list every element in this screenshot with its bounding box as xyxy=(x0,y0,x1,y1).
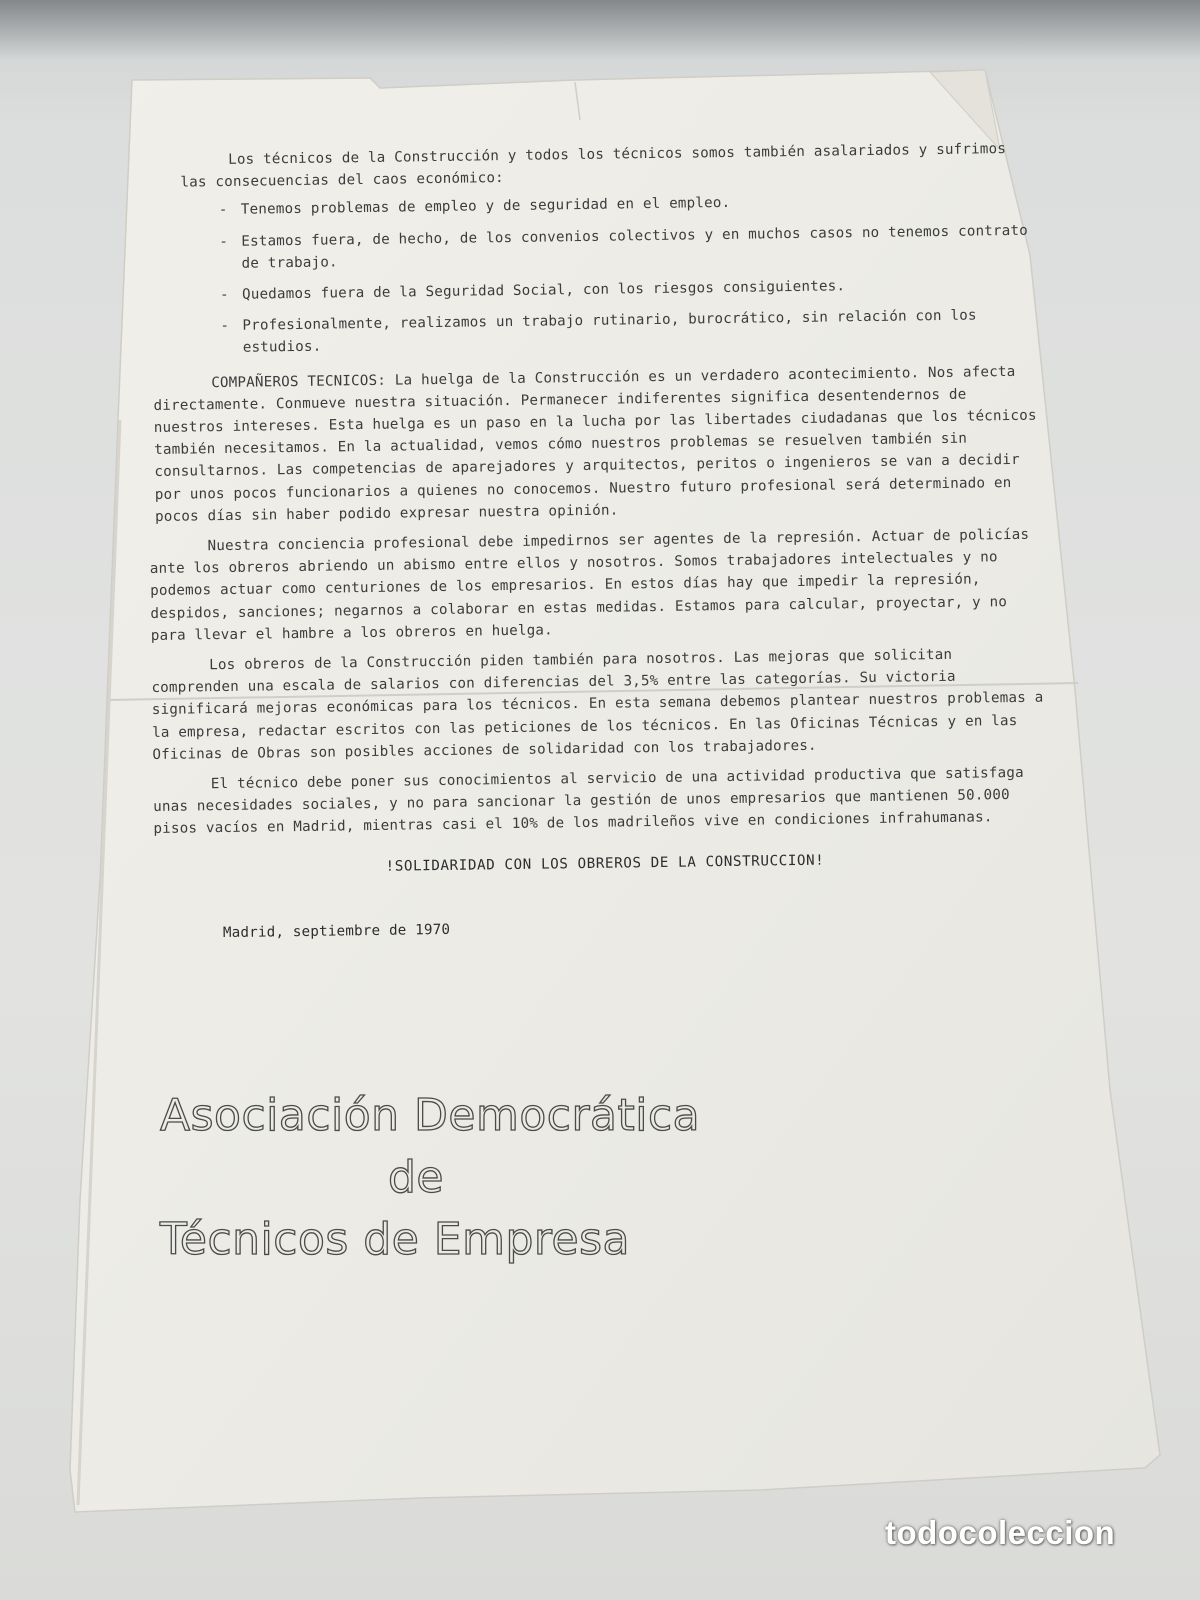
organization-line-3: Técnicos de Empresa xyxy=(160,1214,630,1265)
intro-paragraph: Los técnicos de la Construcción y todos los técnicos somos también asalariados y sufrimos las consecuencias del caos económico: xyxy=(180,141,1007,191)
paragraph-companeros: COMPAÑEROS TECNICOS: La huelga de la Construcción es un verdadero acontecimiento. Nos afecta directamente. Conmueve nuestra situación. Permanecer indiferentes significa desentendernos de nuestros intereses. Esta huelga es un paso en la lucha por las libertades ciudadanas que los técnicos también necesitamos. En la actualidad, vemos cómo nuestros problemas se resuelven también sin consultarnos. Las competencias de aparejadores y arquitectos, peritos o ingenieros se van a decidir por unos pocos funcionarios a quienes no conocemos. Nuestro futuro profesional será determinado en pocos días sin haber podido expresar nuestra opinión. xyxy=(153,363,1037,525)
bullet-item: - Tenemos problemas de empleo y de seguridad en el empleo. xyxy=(219,188,1041,222)
paragraph-conciencia: Nuestra conciencia profesional debe impedirnos ser agentes de la represión. Actuar de policías ante los obreros abriendo un abismo entre ellos y nosotros. Somos trabajadores intelectuales y no podemos actuar como centuriones de los empresarios. En estos días hay que impedir la represión, despidos, sanciones; negarnos a colaborar en estas medidas. Estamos para calcular, proyectar, y no para llevar el hambre a los obreros en huelga. xyxy=(149,526,1030,644)
organization-line-2: de xyxy=(388,1152,444,1203)
bullet-list xyxy=(219,188,1043,360)
slogan: !SOLIDARIDAD CON LOS OBREROS DE LA CONSTRUCCION! xyxy=(385,852,825,875)
watermark-logo: todocoleccion xyxy=(885,1514,1116,1551)
bullet-item: - Estamos fuera, de hecho, de los convenios colectivos y en muchos casos no tenemos contrato de trabajo. xyxy=(219,219,1042,275)
bullet-item: - Profesionalmente, realizamos un trabajo rutinario, burocrático, sin relación con los estudios. xyxy=(220,304,1043,360)
bullet-item: - Quedamos fuera de la Seguridad Social, con los riesgos consiguientes. xyxy=(220,273,1042,307)
dateline: Madrid, septiembre de 1970 xyxy=(222,921,451,941)
organization-stamp xyxy=(160,1085,800,1271)
paragraph-tecnico: El técnico debe poner sus conocimientos al servicio de una actividad productiva que satisfaga unas necesidades sociales, y no para sancionar la gestión de unos empresarios que mantienen 50.000 pisos vacíos en Madrid, mientras casi el 10% de los madrileños vive en condiciones infrahumanas. xyxy=(153,764,1024,838)
paragraph-obreros: Los obreros de la Construcción piden también para nosotros. Las mejoras que solicitan comprenden una escala de salarios con diferencias del 3,5% entre las categorías. Su victoria significará mejoras económicas para los técnicos. En esta semana debemos plantear nuestros problemas a la empresa, redactar escritos con las peticiones de los técnicos. En las Oficinas Técnicas y en las Oficinas de Obras son posibles acciones de solidaridad con los trabajadores. xyxy=(151,646,1044,763)
organization-line-1: Asociación Democrática xyxy=(160,1090,701,1141)
